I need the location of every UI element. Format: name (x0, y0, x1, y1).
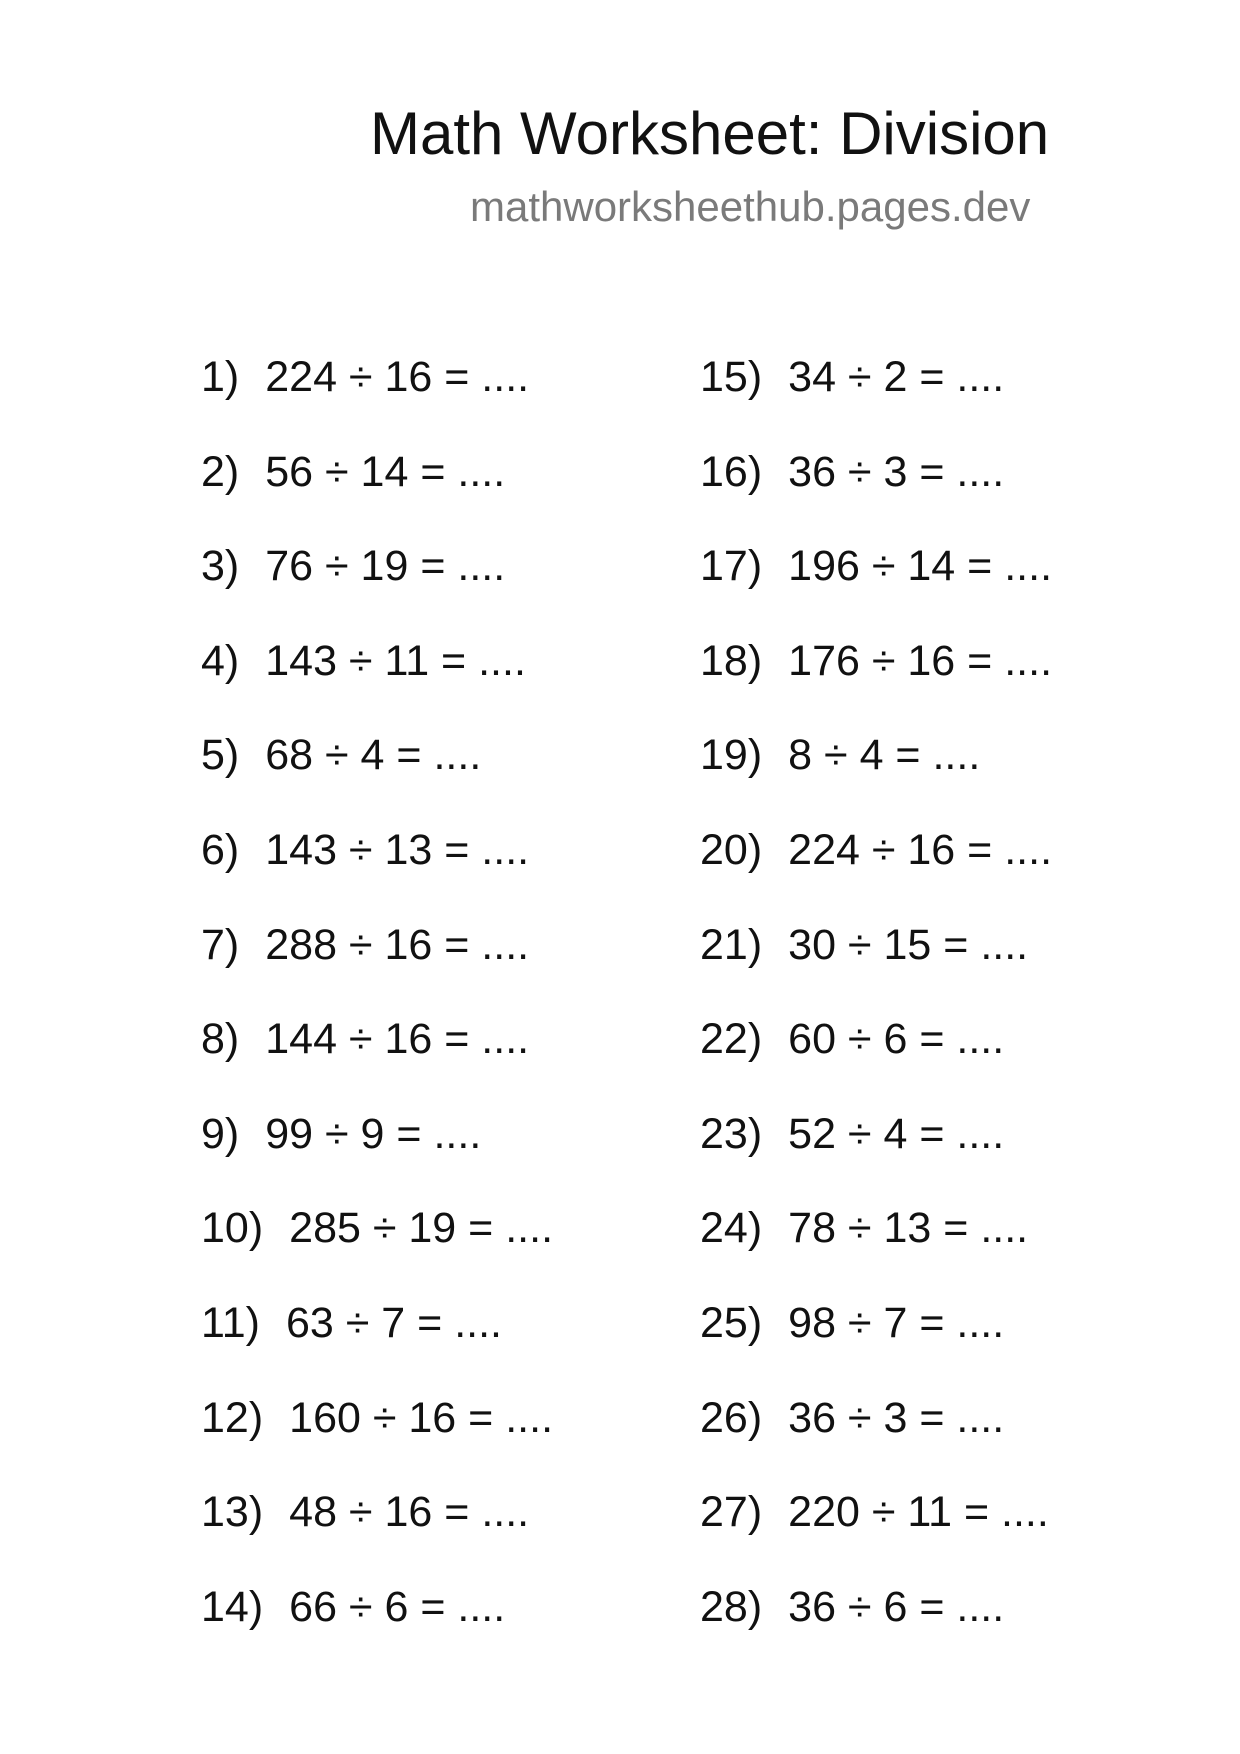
problem-number: 3) (201, 542, 240, 591)
problem-expression: 76 ÷ 19 = .... (265, 542, 506, 591)
problem-number: 17) (700, 542, 763, 591)
problem-number: 4) (201, 636, 240, 685)
problem-number: 21) (700, 920, 763, 969)
problem-number: 7) (201, 920, 240, 969)
problem-number: 20) (700, 825, 763, 874)
problem-expression: 56 ÷ 14 = .... (265, 447, 506, 496)
problem-expression: 30 ÷ 15 = .... (788, 920, 1029, 969)
problem-expression: 99 ÷ 9 = .... (265, 1109, 482, 1158)
problem-number: 13) (201, 1488, 264, 1537)
problem-expression: 196 ÷ 14 = .... (788, 542, 1053, 591)
problem-item (700, 631, 1052, 726)
problem-item (700, 536, 1052, 631)
problem-expression: 224 ÷ 16 = .... (265, 353, 530, 401)
problem-item (700, 1104, 1052, 1199)
problem-number: 9) (201, 1109, 240, 1158)
problem-item (201, 1009, 553, 1104)
problem-expression: 98 ÷ 7 = .... (788, 1298, 1005, 1347)
problem-number: 18) (700, 636, 763, 685)
problem-expression: 68 ÷ 4 = .... (265, 731, 482, 780)
problem-expression: 144 ÷ 16 = .... (265, 1015, 530, 1064)
problem-item (201, 1388, 553, 1483)
problem-expression: 224 ÷ 16 = .... (788, 825, 1053, 874)
problem-item (700, 1577, 1052, 1672)
problem-item (201, 631, 553, 726)
problem-expression: 8 ÷ 4 = .... (788, 731, 981, 780)
problem-number: 16) (700, 447, 763, 496)
problem-item (201, 1577, 553, 1672)
problem-number: 2) (201, 447, 240, 496)
problem-item (201, 1293, 553, 1388)
problem-column-left (201, 347, 553, 1671)
problem-item (201, 915, 553, 1010)
problem-expression: 36 ÷ 3 = .... (788, 447, 1005, 496)
problem-item (700, 820, 1052, 915)
problem-number: 11) (201, 1298, 260, 1347)
problem-number: 6) (201, 825, 240, 874)
problem-item (201, 725, 553, 820)
problem-expression: 36 ÷ 3 = .... (788, 1393, 1005, 1442)
problem-number: 15) (700, 353, 763, 401)
problem-item (700, 1482, 1052, 1577)
problem-expression: 48 ÷ 16 = .... (289, 1488, 530, 1537)
problem-item (201, 536, 553, 631)
source-url: mathworksheethub.pages.dev (470, 183, 1031, 230)
problem-expression: 220 ÷ 11 = .... (788, 1488, 1049, 1537)
problem-number: 24) (700, 1204, 763, 1253)
problem-item (201, 347, 553, 442)
problem-number: 14) (201, 1582, 264, 1631)
problem-item (700, 1388, 1052, 1483)
problem-number: 27) (700, 1488, 763, 1537)
problem-number: 19) (700, 731, 763, 780)
problem-number: 1) (201, 353, 240, 401)
problem-item (700, 347, 1052, 442)
problem-number: 23) (700, 1109, 763, 1158)
problem-item (201, 1482, 553, 1577)
problem-item (700, 915, 1052, 1010)
problem-item (201, 1198, 553, 1293)
problem-item (700, 1198, 1052, 1293)
problem-number: 25) (700, 1298, 763, 1347)
problem-item (201, 442, 553, 537)
problem-expression: 285 ÷ 19 = .... (289, 1204, 554, 1253)
problem-expression: 288 ÷ 16 = .... (265, 920, 530, 969)
problem-expression: 34 ÷ 2 = .... (788, 353, 1005, 401)
problem-expression: 52 ÷ 4 = .... (788, 1109, 1005, 1158)
problem-item (700, 1009, 1052, 1104)
problem-number: 10) (201, 1204, 264, 1253)
problem-expression: 36 ÷ 6 = .... (788, 1582, 1005, 1631)
problem-expression: 63 ÷ 7 = .... (285, 1298, 502, 1347)
problem-expression: 176 ÷ 16 = .... (788, 636, 1053, 685)
problem-expression: 143 ÷ 11 = .... (265, 636, 526, 685)
page-title: Math Worksheet: Division (370, 100, 1050, 167)
problem-item (201, 820, 553, 915)
problem-item (700, 442, 1052, 537)
problem-expression: 160 ÷ 16 = .... (289, 1393, 554, 1442)
problem-number: 8) (201, 1015, 240, 1064)
problem-number: 12) (201, 1393, 264, 1442)
problem-column-right (700, 347, 1052, 1671)
problem-item (700, 1293, 1052, 1388)
problem-number: 28) (700, 1582, 763, 1631)
problem-number: 22) (700, 1015, 763, 1064)
problem-expression: 78 ÷ 13 = .... (788, 1204, 1029, 1253)
problem-number: 5) (201, 731, 240, 780)
problem-number: 26) (700, 1393, 763, 1442)
problem-expression: 143 ÷ 13 = .... (265, 825, 530, 874)
problem-item (700, 725, 1052, 820)
problem-item (201, 1104, 553, 1199)
problem-expression: 66 ÷ 6 = .... (289, 1582, 506, 1631)
problem-expression: 60 ÷ 6 = .... (788, 1015, 1005, 1064)
